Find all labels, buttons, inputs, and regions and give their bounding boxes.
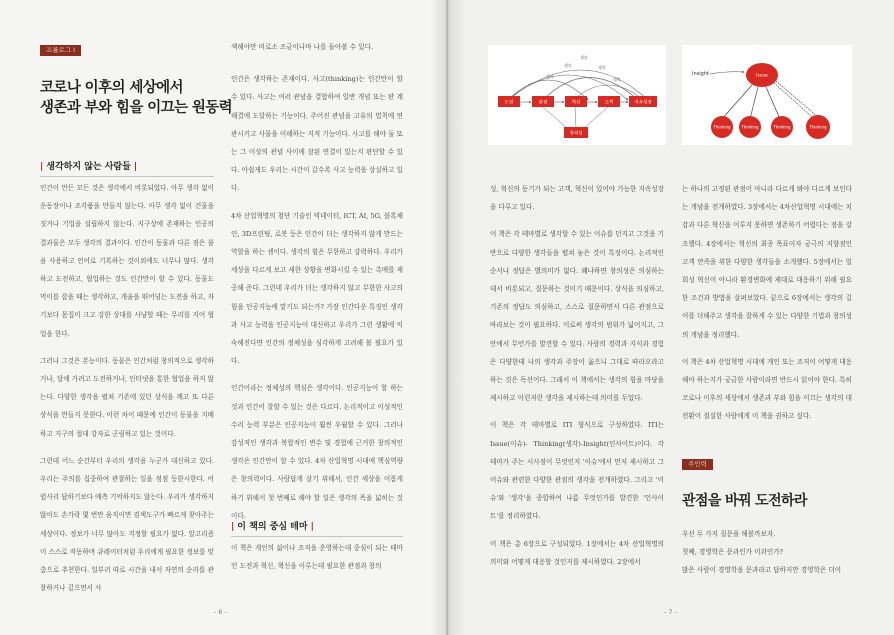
flow-node-label: 관점 (538, 100, 548, 106)
paragraph: 이 책은 총 6장으로 구성되었다. 1장에서는 4차 산업혁명의 의미와 어떻게 대응할 것인지를 제시하였다. 2장에서 (490, 539, 664, 566)
section-heading-2: | 이 책의 중심 테마 | (231, 520, 403, 537)
right-column-2 (682, 180, 852, 435)
paragraph: 성, 혁신의 동기가 되는 고객, 혁신이 있어야 가능한 지속성장을 다루고 있다. (490, 185, 664, 212)
paragraph: 이 책은 각 테마별로 ITI 형식으로 구성하였다. ITI는 Issue(이슈)- Thinking(생각)-Insight(인사이트)이다. 각 테마가 주는 시사점이 무엇인지 '이슈'에서 먼저 제시하고 그 이슈와 관련한 다양한 관점의 생각을 전개하였다. 그리고 '이슈'와 '생각'을 종합하여 나름 무엇인가를 발견한 '인사이트'를 정리하였다. (490, 421, 664, 521)
left-page (0, 0, 446, 635)
arc-line (508, 70, 648, 100)
flow-node-label: 도전 (504, 100, 514, 106)
flow-diagram (488, 45, 666, 145)
insight-label: Insight (692, 71, 709, 77)
section-heading-1: | 생각하지 않는 사람들 | (40, 160, 214, 177)
iti-diagram (682, 45, 852, 145)
left-column-1 (40, 160, 214, 606)
chapter-title: 관점을 바꿔 도전하라 (682, 493, 807, 509)
paragraph: 이 책은 각 테마별로 생각할 수 있는 이슈를 던지고 그것을 기반으로 다양한 생각들을 펼쳐 놓은 것이 특징이다. 논리적인 순서나 정답은 별의미가 없다. 왜냐하면 창의성은 의심하는 데서 비롯되고, 질문하는 것이기 때문이다. 상식을 의심하고, 기존의 정답도 의심하고, 스스로 질문하면서 다른 관점으로 바라보는 것이 필요하다. 이로써 생각의 범위가 넓어지고, 그 안에서 무언가를 발견할 수 있다. 사람의 경력과 지식과 경험은 다양한데 나의 생각과 주장이 옳으니 그대로 따라오라고 하는 것은 독선이다. 그래서 이 책에서는 생각의 힘을 마당을 제시하고 이런저런 생각을 제시하는데 의미를 두었다. (490, 230, 664, 403)
thinking-node-label: Thinking (713, 124, 731, 130)
arc-label: 생각 (598, 65, 606, 70)
page-title-line1: 코로나 이후의 세상에서 (40, 80, 183, 96)
paragraph: 인간이 만든 모든 것은 생각에서 비롯되었다. 아무 생각 없이 운동장이나 조각품을 만들지 않는다. 아무 생각 없이 건물을 짓거나 기업을 설립하지 않는다. 지구상에 존재하는 인공의 결과물은 모두 생각의 결과이다. 인간이 동물과 다른 점은 불을 사용하고 언어로 기록하는 것이외에도 너무나 많다. 생각하고 도전하고, 협업하는 것도 인간만이 할 수 있다. 동물도 먹이를 잡을 때는 생각하고, 개울을 뛰어넘는 도전을 하고, 자기보다 몸집이 크고 강한 상대를 사냥할 때는 무리를 지어 협업을 한다. (40, 184, 214, 338)
arc-label: 생각 (546, 74, 554, 79)
prologue-badge: 프롤로그 I (40, 45, 81, 56)
flow-node-label: 혁신 (571, 100, 581, 106)
figure-iti (682, 45, 852, 145)
paragraph: 이 책은 4차 산업혁명 시대에 개인 또는 조직이 어떻게 대응해야 하는지가 궁금한 사람이라면 반드시 읽어야 한다. 특히 코로나 이후의 세상에서 생존과 부와 힘을 이끄는 생각의 대전환이 절실한 사람에게 이 책을 권하고 싶다. (682, 357, 852, 421)
paragraph: 색해야만 비로소 조금이나마 나를 돌아볼 수 있다. (231, 43, 374, 51)
paragraph: 인간은 생각하는 존재이다. 사고(thinking)는 인간만이 할 수 있다. 사고는 여러 관념을 결합하여 일반 개념 또는 판 계해결에 도달하는 기능이다. 주어진 관념을 고유의 법칙에 연관시키고 사물을 이해하는 지적 기능이다. 사고를 해야 둘 또는 그 이상의 관념 사이에 잠된 연결이 있는지 판단할 수 있다. 아쉽게도 우리는 시간이 갈수록 사고 능력을 상실하고 있다. (231, 75, 403, 193)
paragraph: 이 책은 개인의 삶이나 조직을 운영하는데 중심이 되는 테마인 도전과 혁신, 혁신을 이루는데 필요한 관점과 창의 (231, 544, 403, 571)
right-column-1 (490, 180, 664, 580)
arc-label: 생각 (564, 63, 572, 68)
arc-label: 생각 (580, 55, 588, 60)
right-page (448, 0, 894, 635)
thinking-node-label: Thinking (809, 124, 827, 130)
paragraph: 는 하나의 고정된 관점이 아니라 다르게 봐야 다르게 보인다는 개념을 전개하였다. 3장에서는 4차산업혁명 시대에는 치감과 다른 혁신을 이루지 못하면 생존하기 어렵다는 점을 강조했다. 4장에서는 혁신의 최종 목표이자 궁극의 지향점인 고객 만족을 위한 다양한 생각들을 소개했다. 5장에서는 일회성 혁신이 아니라 환경변화에 제대로 대응하기 위해 필요한 조건과 방법을 살펴보았다. 끝으로 6장에서는 생각의 길이를 더해주고 생각을 잘하게 수 있는 다양한 기법과 창의성의 개념을 정리했다. (682, 185, 852, 339)
issue-node-label: Issue (756, 73, 768, 79)
figure-thinking-flow (488, 45, 666, 145)
page-number-left: - 6 - (214, 608, 227, 616)
chapter-badge: 주인력 (682, 459, 713, 470)
paragraph: 그러나 그것은 본능이다. 동물은 인간처럼 창의적으로 생각하거나, 달에 가려고 도전하거나, 인터넷을 통한 협업을 하지 않는다. 다양한 생각을 펼쳐 기존에 있던 상식을 깨고 또 다른 상식을 만들지 못한다. 이런 차이 때문에 인간이 동물을 지배하고 지구의 절대 강자로 군림하고 있는 것이다. (40, 356, 214, 438)
flow-node-label: 고객 (604, 100, 614, 106)
right-column-2-tail (682, 525, 852, 580)
flow-node-label: 창의성 (569, 131, 583, 137)
paragraph: 그런데 어느 순간부터 우리의 생각을 누군가 대신하고 있다. 우리는 주의를 집중하여 관찰하는 일을 점점 등한시한다. 어렵사리 답하기보다 예측 기억하지도 않는다. 우리가 생각하지 않아도 손가락 몇 번만 움직이면 검색도구가 빠르게 찾아주는 세상이다. 정보가 너무 많아도 걱정할 필요가 없다. 알고리즘이 스스로 작동하며 큐레이터처럼 우리에게 필요한 정보를 맞춤으로 추천한다. 일부러 따로 시간을 내서 자연의 순리를 관찰하거나 깊으면서 사 (40, 456, 214, 593)
paragraph: 4차 산업혁명의 첨단 기술인 빅데이터, ICT, AI, 5G, 블록체인, 3D프린팅, 로봇 등은 인간이 더는 생각하지 않게 만드는 역할을 하는 셈이다. 생각의 힘은 무한하고 강력하다. 우리가 세상을 다르게 보고 새한 상황을 변화시킬 수 있는 촉매를 제공해 준다. 그런데 우리가 더는 생각하지 않고 무한한 사고의 힘을 인공지능에 맡기도 되는가? 가장 인간다운 특징인 생각과 사고 능력을 인공지능이 대신하고 우리가 그런 생활에 익 숙해진다면 인간의 정체성을 심각하게 고려해 볼 필요가 있다. (231, 211, 403, 366)
text-line: 첫째, 경영학은 문과인가 이과인가? (682, 548, 784, 557)
page-title-line2: 생존과 부와 힘을 이끄는 원동력 (40, 100, 233, 116)
thinking-node-label: Thinking (773, 124, 791, 130)
text-line: 우선 두 가지 질문을 해볼까보자. (682, 530, 776, 538)
paragraph: 인간이라는 정체성의 핵심은 생각이다. 인공지능이 할 하는 것과 인간이 잘할 수 있는 것은 다르다. 논리적이고 이성적인 수리 능력 부분은 인공지능이 훨씬 우월할 수 있다. 그러나 감성적인 생각과 복합적인 변수 및 경험에 근거한 창의적인 생각은 인간만이 할 수 있다. 4차 산업혁명 시대에 핵심역량은 창의력이다. 사람답게 살기 위해서, 인간 세상을 이롭게 하기 위해서 첫 번째로 해야 할 일은 생각의 폭을 넓히는 것이다. (231, 384, 403, 520)
thinking-node-label: Thinking (741, 124, 759, 130)
left-column-2-tail (231, 520, 403, 584)
left-column-2 (231, 38, 403, 534)
arc-label: 생각 (613, 77, 621, 82)
page-number-right: - 7 - (664, 608, 677, 616)
text-line: 많은 사람이 경영학을 문과라고 답하지만 경영학은 더이 (682, 566, 842, 575)
flow-node-label: 지속성장 (634, 100, 652, 106)
